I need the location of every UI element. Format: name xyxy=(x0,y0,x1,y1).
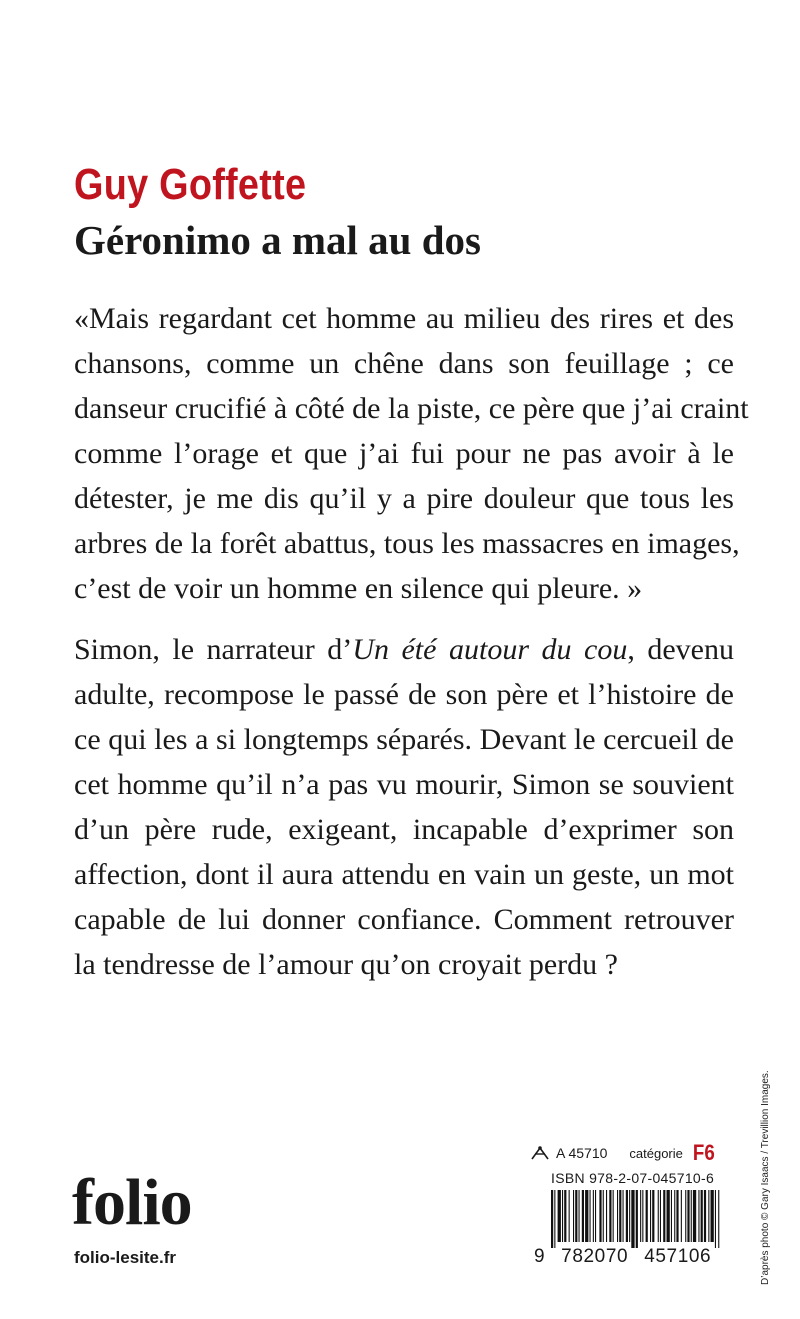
barcode-bar xyxy=(626,1190,628,1242)
barcode-bar xyxy=(585,1190,588,1242)
barcode-bar xyxy=(715,1190,716,1248)
summary-line: adulte, recompose le passé de son père et l’histoire de xyxy=(74,678,734,711)
barcode-bar xyxy=(603,1190,604,1242)
summary-line: ce qui les a si longtemps séparés. Devant le cercueil de xyxy=(74,723,734,756)
barcode-bar xyxy=(623,1190,624,1242)
barcode-bar xyxy=(554,1190,555,1248)
summary-line: affection, dont il aura attendu en vain un geste, un mot xyxy=(74,858,734,891)
summary-line: la tendresse de l’amour qu’on croyait perdu ? xyxy=(74,948,618,981)
barcode-bar xyxy=(569,1190,570,1242)
barcode-bar xyxy=(590,1190,591,1242)
barcode-bar xyxy=(593,1190,594,1242)
barcode-bar xyxy=(564,1190,566,1242)
barcode-digit-group: 9 xyxy=(534,1246,546,1267)
barcode-bar xyxy=(708,1190,709,1242)
barcode-bar xyxy=(671,1190,672,1242)
barcode-bar xyxy=(613,1190,614,1242)
folio-mark-icon xyxy=(530,1145,550,1161)
book-summary xyxy=(74,627,734,987)
quote-line: chansons, comme un chêne dans son feuillage ; ce xyxy=(74,347,734,380)
barcode-bar xyxy=(718,1190,719,1248)
publisher-logo: folio xyxy=(72,1166,192,1239)
back-cover-quote xyxy=(74,296,749,611)
author-name: Guy Goffette xyxy=(74,160,307,209)
category-code: F6 xyxy=(692,1140,715,1165)
referenced-book-title: Un été autour du cou xyxy=(352,633,628,666)
barcode-bar xyxy=(606,1190,607,1242)
barcode-bar xyxy=(658,1190,659,1242)
barcode-bar xyxy=(693,1190,696,1242)
barcode-bar xyxy=(711,1190,714,1242)
summary-line: cet homme qu’il n’a pas vu mourir, Simon se souvient xyxy=(74,768,734,801)
barcode-bar xyxy=(698,1190,699,1242)
barcode-bar xyxy=(619,1190,621,1242)
barcode-bar xyxy=(575,1190,577,1242)
barcode-bar xyxy=(609,1190,611,1242)
barcode-bar xyxy=(617,1190,618,1242)
summary-line: capable de lui donner confiance. Comment retrouver xyxy=(74,903,734,936)
barcode-bar xyxy=(562,1190,563,1242)
quote-line: détester, je me dis qu’il y a pire douleur que tous les xyxy=(74,482,734,515)
barcode-bar xyxy=(681,1190,682,1242)
barcode-bar xyxy=(691,1190,692,1242)
barcode-bar xyxy=(660,1190,661,1242)
book-title: Géronimo a mal au dos xyxy=(74,217,481,263)
barcode-bar xyxy=(652,1190,654,1242)
barcode-digits xyxy=(534,1246,711,1268)
summary-text: Simon, le narrateur d’ xyxy=(74,633,353,666)
barcode-bar xyxy=(595,1190,596,1242)
barcode-bar xyxy=(579,1190,580,1242)
barcode-bar xyxy=(599,1190,601,1242)
barcode-bar xyxy=(573,1190,574,1242)
barcode-bar xyxy=(558,1190,561,1242)
barcode-bar xyxy=(704,1190,706,1242)
quote-line: comme l’orage et que j’ai fui pour ne pas avoir à le xyxy=(74,437,734,470)
summary-line: d’un père rude, exigeant, incapable d’exprimer son xyxy=(74,813,734,846)
barcode-bar xyxy=(701,1190,703,1242)
barcode-bar xyxy=(582,1190,584,1242)
quote-line: c’est de voir un homme en silence qui pleure. » xyxy=(74,572,643,605)
summary-text: , devenu xyxy=(627,633,734,666)
isbn: ISBN 978-2-07-045710-6 xyxy=(551,1170,715,1186)
barcode-bar xyxy=(650,1190,651,1242)
product-code: A 45710 xyxy=(556,1145,608,1161)
product-code-row xyxy=(530,1140,717,1166)
barcode-bar xyxy=(687,1190,689,1242)
barcode-bar xyxy=(674,1190,675,1242)
barcode-digit-group: 782070 xyxy=(561,1246,629,1267)
quote-line: arbres de la forêt abattus, tous les massacres en images, xyxy=(74,527,740,560)
publisher-website: folio-lesite.fr xyxy=(74,1248,177,1267)
barcode-bar xyxy=(631,1190,634,1248)
barcode-bar xyxy=(551,1190,553,1248)
barcode-bar xyxy=(640,1190,641,1242)
barcode-bar xyxy=(667,1190,670,1242)
barcode-bar xyxy=(646,1190,648,1242)
barcode-bar xyxy=(663,1190,665,1242)
barcode-digit-group: 457106 xyxy=(644,1246,712,1267)
summary-line xyxy=(74,627,734,672)
barcode-bar xyxy=(636,1190,638,1248)
barcode xyxy=(551,1190,721,1248)
category-label: catégorie xyxy=(629,1145,683,1161)
barcode-bar xyxy=(642,1190,643,1242)
quote-line: danseur crucifié à côté de la piste, ce père que j’ai craint xyxy=(74,392,749,425)
barcode-bar xyxy=(676,1190,678,1242)
barcode-bar xyxy=(685,1190,686,1242)
barcode-bar xyxy=(629,1190,630,1242)
photo-credit: D’après photo © Gary Isaacs / Trevillion Images. xyxy=(760,1070,771,1285)
quote-line: «Mais regardant cet homme au milieu des rires et des xyxy=(74,302,734,335)
